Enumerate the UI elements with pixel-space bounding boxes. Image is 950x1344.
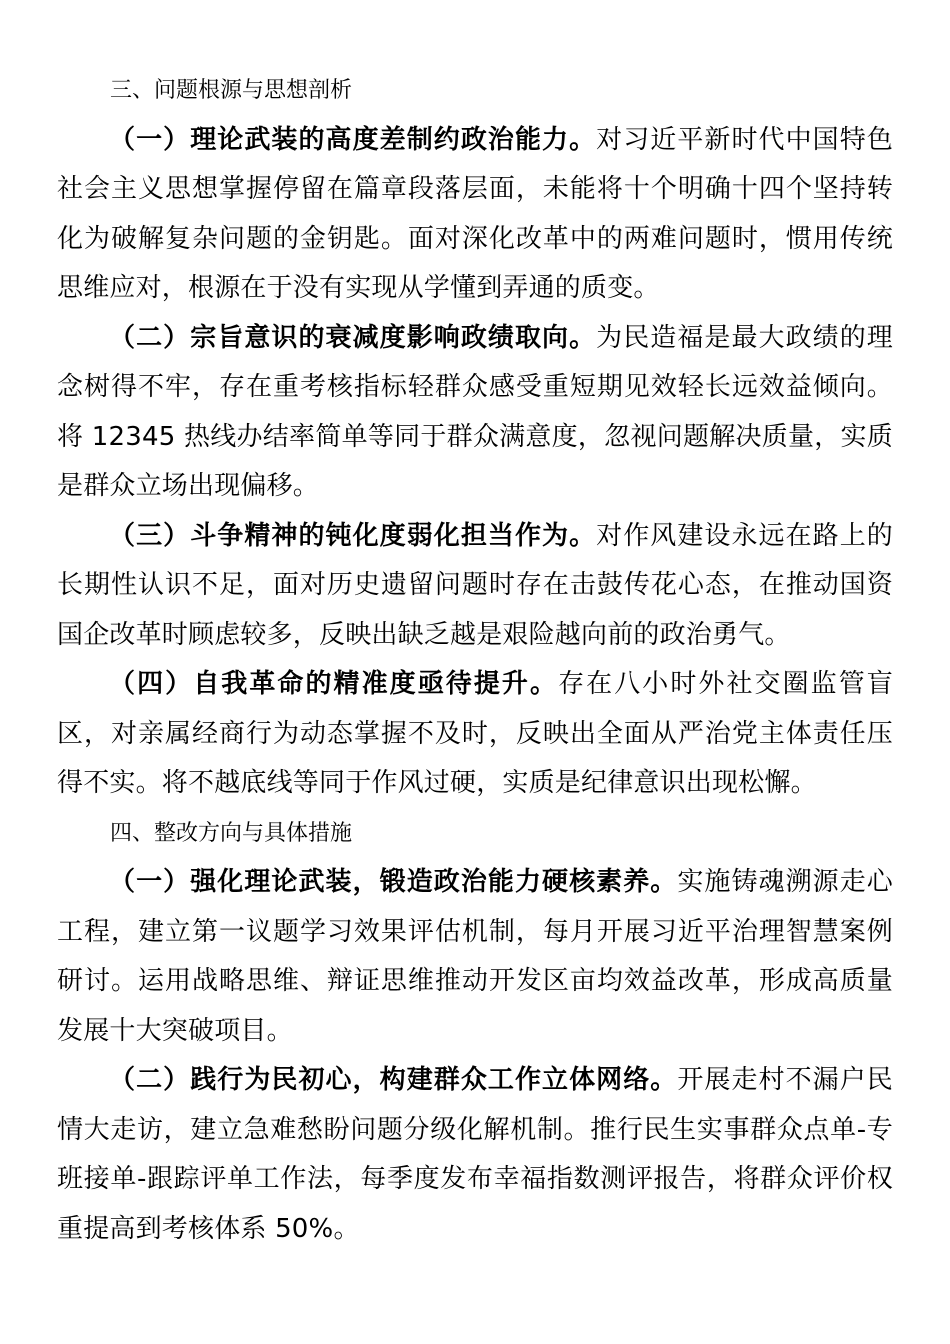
- paragraph-4-2: [57, 1056, 893, 1254]
- paragraph-body: 开展走村不漏户民情大走访，建立急难愁盼问题分级化解机制。推行民生实事群众点单-专班接单-跟踪评单工作法，每季度发布幸福指数测评报告，将群众评价权重提高到考核体系 50%。: [57, 1065, 893, 1244]
- paragraph-lead: （一）理论武装的高度差制约政治能力。: [109, 124, 597, 155]
- paragraph-3-4: [57, 660, 893, 809]
- document-body: [57, 66, 893, 1254]
- paragraph-body: 为民造福是最大政绩的理念树得不牢，存在重考核指标轻群众感受重短期见效轻长远效益倾向。将 12345 热线办结率简单等同于群众满意度，忽视问题解决质量，实质是群众立场出现偏移。: [57, 322, 893, 501]
- section-heading-4: 四、整改方向与具体措施: [110, 820, 353, 846]
- paragraph-lead: （四）自我革命的精准度亟待提升。: [109, 669, 559, 699]
- paragraph-body: 对作风建设永远在路上的长期性认识不足，面对历史遗留问题时存在击鼓传花心态，在推动国资国企改革时顾虑较多，反映出缺乏越是艰险越向前的政治勇气。: [57, 520, 893, 650]
- paragraph-body: 对习近平新时代中国特色社会主义思想掌握停留在篇章段落层面，未能将十个明确十四个坚持转化为破解复杂问题的金钥匙。面对深化改革中的两难问题时，惯用传统思维应对，根源在于没有实现从学懂到弄通的质变。: [57, 124, 893, 303]
- paragraph-4-1: [57, 858, 893, 1056]
- paragraph-lead: （三）斗争精神的钝化度弱化担当作为。: [109, 520, 597, 551]
- paragraph-body: 存在八小时外社交圈监管盲区，对亲属经商行为动态掌握不及时，反映出全面从严治党主体责任压得不实。将不越底线等同于作风过硬，实质是纪律意识出现松懈。: [57, 669, 893, 798]
- paragraph-lead: （一）强化理论武装，锻造政治能力硬核素养。: [109, 867, 678, 897]
- paragraph-body: 实施铸魂溯源走心工程，建立第一议题学习效果评估机制，每月开展习近平治理智慧案例研讨。运用战略思维、辩证思维推动开发区亩均效益改革，形成高质量发展十大突破项目。: [57, 867, 893, 1046]
- section-heading-3: 三、问题根源与思想剖析: [110, 78, 353, 103]
- paragraph-lead: （二）践行为民初心，构建群众工作立体网络。: [109, 1065, 678, 1095]
- paragraph-3-3: [57, 512, 893, 661]
- paragraph-lead: （二）宗旨意识的衰减度影响政绩取向。: [109, 322, 597, 353]
- paragraph-3-2: [57, 314, 893, 512]
- paragraph-3-1: [57, 116, 893, 314]
